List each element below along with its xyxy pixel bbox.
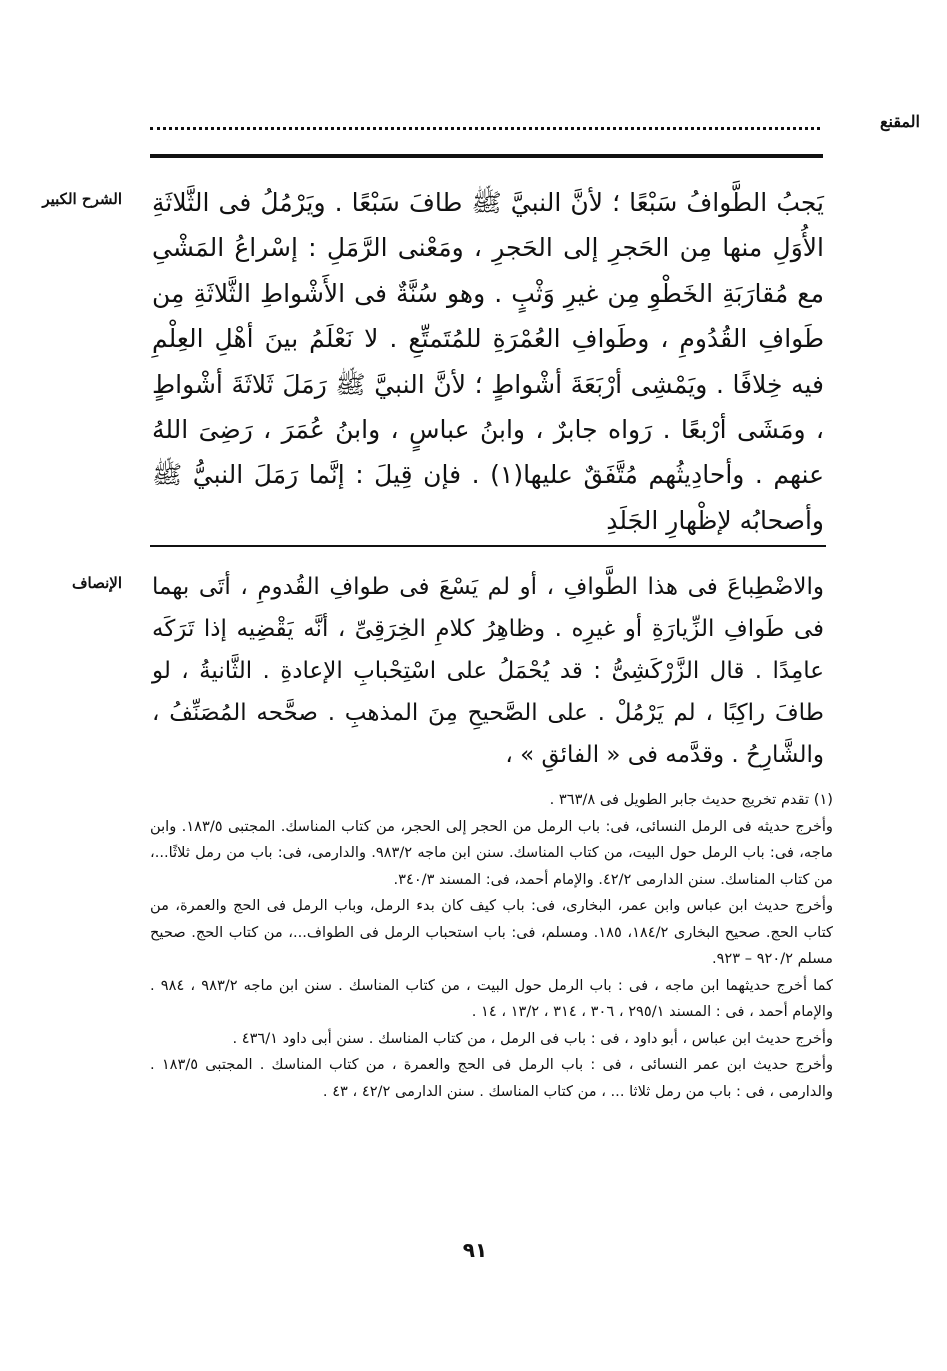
footnote-line: وأخرج حديث ابن عباس وابن عمر، البخارى، فى: باب كيف كان بدء الرمل، وباب الرمل فى الحج والعمرة، من كتاب الحج. صحيح البخارى ١٨٤/٢، ١٨٥. ومسلم، فى: باب استحباب الرمل فى الطواف...، من كتاب الحج. صحيح مسلم ٩٢٠/٢ – ٩٢٣.: [150, 897, 833, 967]
footnote-line: وأخرج حديثه فى الرمل النسائى، فى: باب الرمل من الحجر إلى الحجر، من كتاب المناسك. المجتبى ١٨٣/٥. وابن ماجه، فى: باب الرمل حول البيت، من كتاب المناسك. سنن ابن ماجه ٩٨٣/٢. والدارمى، فى: باب من رمل ثلاثًا...، من كتاب المناسك. سنن الدارمى ٤٢/٢. والإمام أحمد، فى: المسند ٣٤٠/٣.: [150, 817, 833, 888]
section-divider: [150, 545, 826, 547]
footnote-line: وأخرج حديث ابن عباس ، أبو داود ، فى : باب فى الرمل ، من كتاب المناسك . سنن أبى داود ٤٣٦/١ .: [232, 1029, 833, 1047]
header-dotted-leader: [150, 100, 820, 130]
insaf-text: والاضْطِباعَ فى هذا الطَّوافِ ، أو لم يَسْعَ فى طوافِ القُدومِ ، أتَى بهما فى طَوافِ الزِّيارَةِ أو غيرِه . وظاهِرُ كلامِ الخِرَقِىِّ ، أنَّه يَقْضِيه إذا تَرَكَه عامِدًا . قال الزَّرْكَشِىُّ : قد يُحْمَلُ على اسْتِحْبابِ الإعادةِ . الثَّانيةُ ، لو طافَ راكِبًا ، لم يَرْمُلْ . على الصَّحيحِ مِنَ المذهبِ . صحَّحه المُصَنِّفُ ، والشَّارِحُ . وقدَّمه فى « الفائقِ » ،: [152, 574, 824, 768]
book-title: المقنع: [879, 112, 920, 131]
running-header: [150, 112, 920, 142]
insaf-section-label: الإنصاف: [71, 574, 122, 592]
sharh-text: يَجبُ الطَّوافُ سَبْعًا ؛ لأنَّ النبيَّ ﷺ طافَ سَبْعًا . ويَرْمُلُ فى الثَّلاثَةِ الأُوَلِ منها مِن الحَجرِ إلى الحَجرِ ، ومَعْنى الرَّمَلِ : إسْراعُ المَشْىِ مع مُقارَبَةِ الخَطْوِ مِن غيرِ وَثْبٍ . وهو سُنَّةٌ فى الأَشْواطِ الثَّلاثَةِ مِن طَوافِ القُدُومِ ، وطَوافِ العُمْرَةِ للمُتَمتِّعِ . لا نَعْلَمُ بينَ أهْلِ العِلْمِ فيه خِلافًا . ويَمْشِى أرْبَعَةَ أشْواطٍ ؛ لأنَّ النبيَّ ﷺ رَمَلَ ثَلاثَةَ أشْواطٍ ، ومَشَى أرْبعًا . رَواه جابرٌ ، وابنُ عباسٍ ، وابنُ عُمَرَ ، رَضِىَ اللهُ عنهم . وأحادِيثُهم مُتَّفَقٌ عليها(١) . فإن قِيلَ : إنَّما رَمَلَ النبيُّ ﷺ وأصحابُه لإظْهارِ الجَلَدِ: [152, 188, 824, 535]
header-rule: [150, 154, 823, 158]
sharh-section-label: الشرح الكبير: [42, 190, 122, 208]
footnote-line: كما أخرج حديثهما ابن ماجه ، فى : باب الرمل حول البيت ، من كتاب المناسك . سنن ابن ماجه ٩٨٣/٢ ، ٩٨٤ . والإمام أحمد ، فى : المسند ٢٩٥/١ ، ٣٠٦ ، ٣١٤ ، ١٣/٢ ، ١٤ .: [150, 976, 833, 1020]
footnote-line: (١) تقدم تخريج حديث جابر الطويل فى ٣٦٣/٨ .: [549, 791, 833, 808]
page-number: ٩١: [462, 1238, 488, 1262]
footnotes: [150, 787, 833, 1105]
footnote-line: وأخرج حديث ابن عمر النسائى ، فى : باب الرمل فى الحج والعمرة ، من كتاب المناسك . المجتبى ١٨٣/٥ . والدارمى ، فى : باب من رمل ثلاثا ... ، من كتاب المناسك . سنن الدارمى ٤٢/٢ ، ٤٣ .: [150, 1056, 833, 1100]
